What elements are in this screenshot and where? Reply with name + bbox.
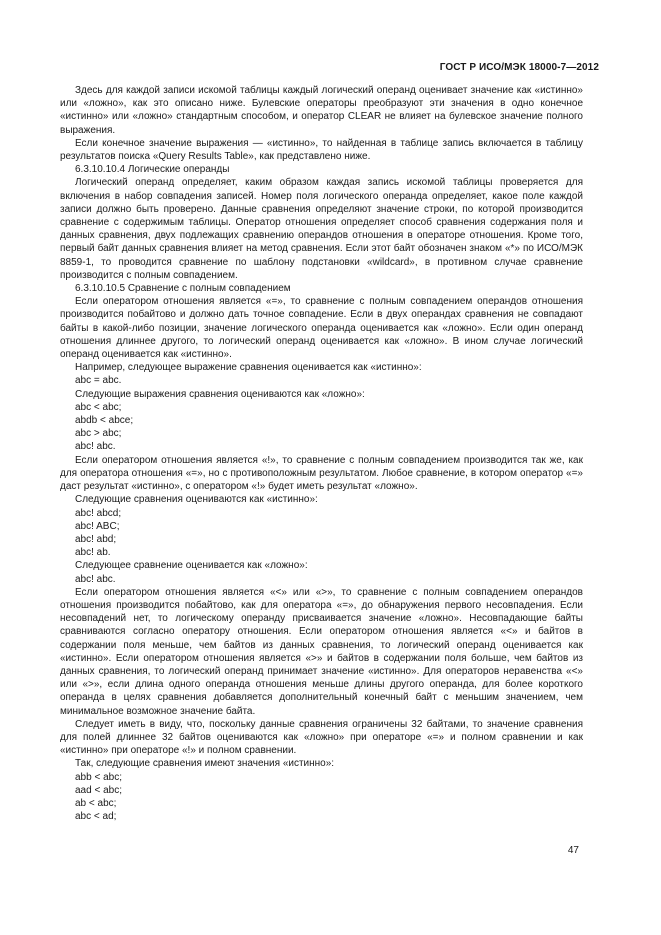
code-example: ab < abc;	[75, 797, 117, 809]
code-example: abc = abc.	[75, 375, 122, 387]
code-example: abc! ABC;	[75, 520, 120, 532]
paragraph: Так, следующие сравнения имеют значения «истинно»:	[75, 758, 335, 770]
paragraph: Если оператором отношения является «<» или «>», то сравнение с полным совпадением операндов отношения производится побайтово, как для оператора «=», до обнаружения первого несовпадения. Если несовпадений нет, то логическому операнду присваивается значение «ложно». Несовпадающие байты сравниваются согласно оператору отношения. Если оператором отношения является «<» и байтов в содержании поля меньше, чем байтов из данных сравнения, то логический операнд оценивается как «истинно». Если оператором отношения является «>» и байтов в содержании поля больше, чем байтов из данных сравнения, то логический операнд принимает значение «истинно». Для операторов неравенства «<» или «>», если длина одного операнда отношения меньше длины другого операнда, для более короткого операнда в целях сравнения добавляется дополнительный конечный байт с меньшим значением, чем минимальное возможное значение байта.	[60, 586, 583, 717]
document-body	[60, 84, 583, 823]
code-example: aad < abc;	[75, 784, 122, 796]
paragraph: Если оператором отношения является «!», то сравнение с полным совпадением производится так же, как для оператора отношения «=», но с противоположным результатом. Любое сравнение, в котором оператор «=» даст результат «истинно», с оператором «!» будет иметь результат «ложно».	[60, 454, 583, 493]
code-example: abc < abc;	[75, 401, 122, 413]
paragraph: Логический операнд определяет, каким образом каждая запись искомой таблицы проверяется для включения в набор совпадения записей. Номер поля логического операнда определяет, какое поле каждой записи должно быть проверено. Данные сравнения определяют значение строки, по которой производится сравнение с содержимым таблицы. Оператор отношения определяет способ сравнения содержания поля и данных сравнения, двух подлежащих сравнению операндов отношения в операторе отношения. Кроме того, первый байт данных сравнения влияет на метод сравнения. Если этот байт обозначен знаком «*» по ИСО/МЭК 8859-1, то проводится сравнение по шаблону подстановки «wildcard», в противном случае сравнение производится с полным совпадением.	[60, 177, 583, 281]
code-example: abc! abc.	[75, 573, 116, 585]
code-example: abdb < abce;	[75, 415, 134, 427]
paragraph: Следующее сравнение оценивается как «ложно»:	[75, 560, 308, 572]
paragraph: Если оператором отношения является «=», то сравнение с полным совпадением операндов отношения производится побайтово и должно дать точное совпадение. Если в двух операндах сравнения не совпадают байты в какой-либо позиции, значение логического операнда оценивается как «ложно». Если один операнд отношения длиннее другого, то логический операнд оценивается как «ложно». В ином случае логический операнд оценивается как «истинно».	[60, 296, 583, 361]
code-example: abb < abc;	[75, 771, 122, 783]
code-example: abc! abcd;	[75, 507, 122, 519]
code-example: abc! ab.	[75, 547, 111, 559]
code-example: abc! abc.	[75, 441, 116, 453]
paragraph: Следующие выражения сравнения оцениваются как «ложно»:	[75, 388, 365, 400]
paragraph: Здесь для каждой записи искомой таблицы каждый логический операнд оценивает значение как «истинно» или «ложно», как это описано ниже. Булевские операторы преобразуют эти значения в одно конечное «истинно» или «ложно» стандартным способом, и оператор CLEAR не влияет на булевское значение полного выражения.	[60, 85, 583, 136]
code-example: abc! abd;	[75, 533, 117, 545]
section-heading: 6.3.10.10.4 Логические операнды	[75, 164, 230, 176]
page-number: 47	[567, 845, 579, 856]
code-example: abc > abc;	[75, 428, 122, 440]
paragraph: Например, следующее выражение сравнения оценивается как «истинно»:	[75, 362, 422, 374]
paragraph: Если конечное значение выражения — «истинно», то найденная в таблице запись включается в таблицу результатов поиска «Query Results Table», как представлено ниже.	[60, 137, 583, 163]
section-heading: 6.3.10.10.5 Сравнение с полным совпадением	[75, 283, 291, 295]
document-header: ГОСТ Р ИСО/МЭК 18000-7—2012	[439, 62, 599, 73]
paragraph: Следующие сравнения оцениваются как «истинно»:	[75, 494, 318, 506]
paragraph: Следует иметь в виду, что, поскольку данные сравнения ограничены 32 байтами, то значение сравнения для полей длиннее 32 байтов оцениваются как «ложно» при операторе «=» и полном сравнении и как «истинно» при операторе «!» и полном сравнении.	[60, 718, 583, 757]
code-example: abc < ad;	[75, 811, 117, 823]
